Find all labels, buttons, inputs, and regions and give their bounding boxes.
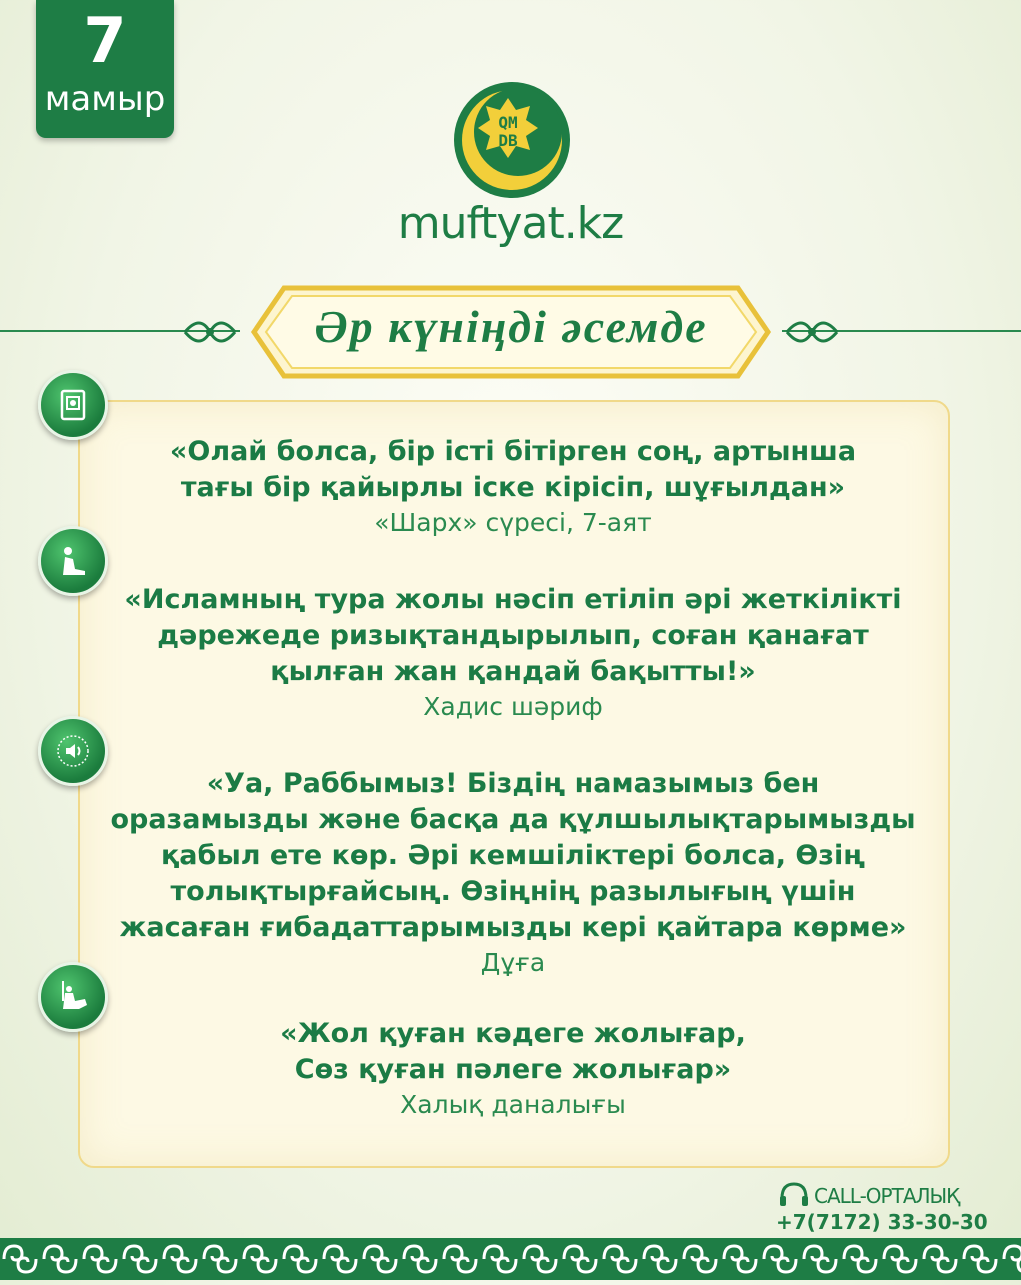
quote-2-line-3: қылған жан қандай бақытты!» (270, 656, 756, 687)
quote-3 (80, 766, 946, 980)
ornament-left-icon (180, 312, 240, 352)
quran-icon (38, 370, 108, 440)
muftyat-logo (452, 80, 572, 200)
footer-ornament (0, 1238, 1021, 1280)
quote-3-source: Дұға (480, 948, 546, 977)
quote-1-line-1: «Олай болса, бір істі бітірген соң, артынша (169, 436, 857, 467)
banner-title: Әр күніңді әсемде (314, 301, 708, 352)
logo-text-bottom: DB (498, 131, 518, 150)
logo-text-top: QM (498, 113, 518, 132)
quote-1-source: «Шарх» сүресі, 7-аят (374, 508, 652, 537)
headset-icon (778, 1180, 810, 1210)
call-center-phone[interactable]: +7(7172) 33-30-30 (776, 1210, 988, 1234)
date-day: 7 (83, 4, 127, 77)
quote-2-source: Хадис шәриф (423, 692, 603, 721)
quote-1-line-2: тағы бір қайырлы іске кірісіп, шұғылдан» (180, 472, 846, 503)
quote-3-line-2: оразамызды және басқа да құлшылықтарымызды (110, 804, 916, 835)
quote-4-line-1: «Жол қуған кәдеге жолығар, (280, 1018, 746, 1049)
date-badge (36, 0, 174, 138)
site-name: muftyat.kz (397, 198, 624, 249)
date-month: мамыр (44, 79, 166, 119)
call-center-label: CALL-ОРТАЛЫҚ (814, 1184, 960, 1208)
quote-2-line-2: дәрежеде ризықтандырылып, соған қанағат (157, 620, 869, 651)
quote-3-line-1: «Уа, Раббымыз! Біздің намазымыз бен (206, 768, 820, 799)
quote-2 (80, 582, 946, 724)
quote-3-line-5: жасаған ғибадаттарымызды кері қайтара көрме» (119, 912, 907, 943)
quote-3-line-4: толықтырғайсың. Өзіңнің разылығың үшін (170, 876, 856, 907)
quote-4 (80, 1016, 946, 1122)
quote-1 (80, 434, 946, 540)
ornament-right-icon (782, 312, 842, 352)
quote-3-line-3: қабыл ете көр. Әрі кемшіліктері болса, Өзің (160, 840, 866, 871)
quote-4-line-2: Сөз қуған пәлеге жолығар» (294, 1054, 732, 1085)
quote-4-source: Халық даналығы (400, 1090, 626, 1119)
quote-2-line-1: «Исламның тура жолы нәсіп етіліп әрі жеткілікті (124, 584, 902, 615)
